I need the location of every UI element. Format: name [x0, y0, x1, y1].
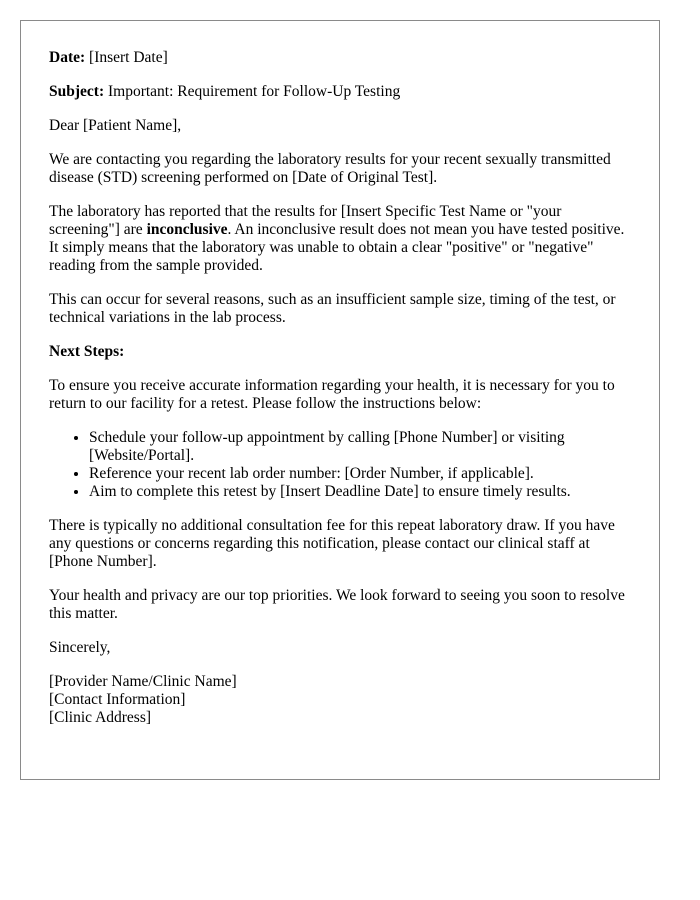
next-steps-heading	[49, 343, 631, 361]
date-label: Date:	[49, 49, 86, 66]
letter-page	[20, 20, 660, 780]
date-value: [Insert Date]	[85, 49, 168, 66]
paragraph-retest: To ensure you receive accurate information regarding your health, it is necessary for you to return to our facility for a retest. Please follow the instructions below:	[49, 377, 615, 412]
date-line	[49, 49, 631, 67]
signature-contact: [Contact Information]	[49, 691, 186, 708]
results-inconclusive: inconclusive	[146, 221, 228, 238]
signature-provider: [Provider Name/Clinic Name]	[49, 673, 237, 690]
salutation: Dear [Patient Name],	[49, 117, 182, 134]
paragraph-results	[49, 203, 631, 275]
paragraph-closing-remark: Your health and privacy are our top priorities. We look forward to seeing you soon to resolve this matter.	[49, 587, 625, 622]
paragraph-reasons: This can occur for several reasons, such as an insufficient sample size, timing of the test, or technical variations in the lab process.	[49, 291, 616, 326]
paragraph-fee: There is typically no additional consultation fee for this repeat laboratory draw. If you have any questions or concerns regarding this notification, please contact our clinical staff at [Phone Number].	[49, 517, 615, 570]
list-item: • Aim to complete this retest by [Insert Deadline Date] to ensure timely results.	[89, 483, 631, 501]
next-steps-heading-text: Next Steps:	[49, 343, 125, 360]
signature-block	[49, 673, 631, 727]
subject-value: Important: Requirement for Follow-Up Testing	[104, 83, 401, 100]
results-text-after: . An inconclusive result does not mean you have tested positive. It simply means that the laboratory was unable to obtain a clear "positive" or "negative" reading from the sample provided.	[49, 221, 625, 274]
results-text-before: The laboratory has reported that the results for [Insert Specific Test Name or "your screening"] are	[49, 203, 562, 238]
list-item: • Reference your recent lab order number: [Order Number, if applicable].	[89, 465, 631, 483]
closing: Sincerely,	[49, 639, 111, 656]
list-item: • Schedule your follow-up appointment by calling [Phone Number] or visiting [Website/Portal].	[89, 429, 631, 465]
subject-label: Subject:	[49, 83, 105, 100]
steps-list	[49, 429, 631, 501]
paragraph-intro: We are contacting you regarding the laboratory results for your recent sexually transmitted disease (STD) screening performed on [Date of Original Test].	[49, 151, 611, 186]
signature-address: [Clinic Address]	[49, 709, 152, 726]
subject-line	[49, 83, 631, 101]
